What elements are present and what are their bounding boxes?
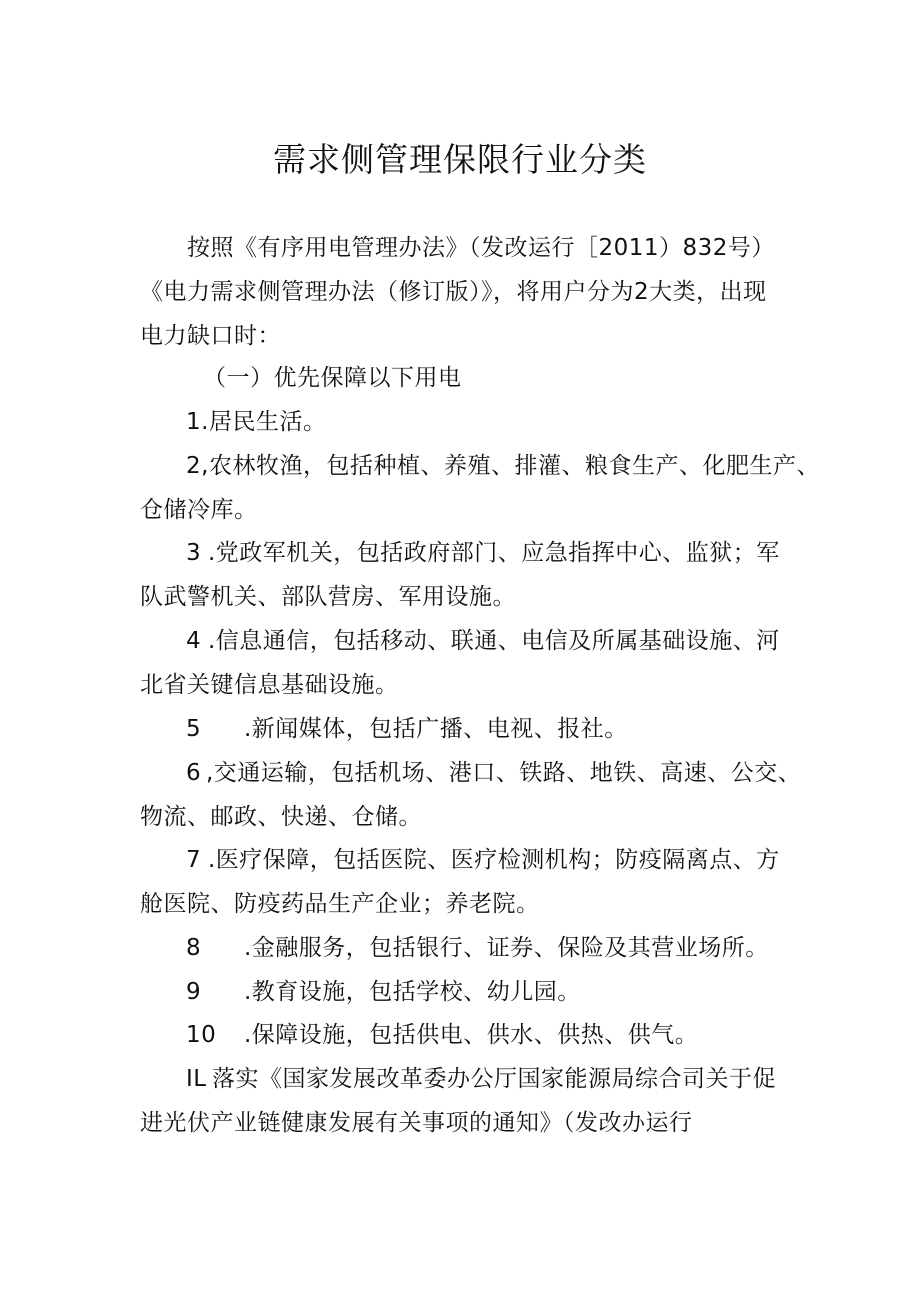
list-item (186, 931, 769, 965)
item-text: .党政军机关，包括政府部门、应急指挥中心、监狱；军 (208, 540, 780, 566)
item-number: IL (186, 1066, 207, 1092)
item-number: 1. (186, 409, 209, 435)
item-text: .医疗保障，包括医院、医疗检测机构；防疫隔离点、方 (208, 847, 780, 873)
list-item-continuation: 仓储冷库。 (140, 497, 258, 523)
intro-line-2: 《电力需求侧管理办法（修订版）》，将用户分为2大类，出现 (140, 279, 767, 305)
item-number: 8 (186, 935, 202, 961)
list-item-continuation: 进光伏产业链健康发展有关事项的通知》（发改办运行 (140, 1110, 693, 1136)
intro-line-3: 电力缺口时： (140, 323, 281, 349)
list-item (186, 624, 780, 658)
list-item-continuation: 队武警机关、部队营房、军用设施。 (140, 584, 516, 610)
list-item-continuation: 物流、邮政、快递、仓储。 (140, 804, 422, 830)
item-text: ,交通运输，包括机场、港口、铁路、地铁、高速、公交、 (206, 760, 802, 786)
list-item (186, 1062, 776, 1096)
list-item (186, 756, 801, 790)
item-number: 10 (186, 1022, 217, 1048)
list-item-continuation: 北省关键信息基础设施。 (140, 672, 399, 698)
item-text: 落实《国家发展改革委办公厅国家能源局综合司关于促 (212, 1066, 776, 1092)
list-item (186, 405, 326, 439)
section-heading: （一）优先保障以下用电 (203, 365, 462, 391)
intro-line-1: 按照《有序用电管理办法》（发改运行［2011）832号） (187, 235, 775, 261)
item-number: 3 (186, 540, 202, 566)
item-text: .新闻媒体，包括广播、电视、报社。 (244, 716, 628, 742)
list-item (186, 536, 780, 570)
item-text: .信息通信，包括移动、联通、电信及所属基础设施、河 (208, 628, 780, 654)
list-item (186, 449, 820, 483)
item-number: 2, (186, 453, 209, 479)
list-item (186, 975, 581, 1009)
list-item (186, 712, 628, 746)
list-item (186, 1018, 698, 1052)
item-text: 农林牧渔，包括种植、养殖、排灌、粮食生产、化肥生产、 (208, 453, 820, 479)
list-item (186, 843, 780, 877)
item-number: 5 (186, 716, 202, 742)
item-text: 居民生活。 (208, 409, 327, 435)
page-title: 需求侧管理保限行业分类 (273, 140, 647, 179)
item-number: 4 (186, 628, 202, 654)
item-text: .金融服务，包括银行、证券、保险及其营业场所。 (244, 935, 769, 961)
item-text: .教育设施，包括学校、幼儿园。 (244, 979, 581, 1005)
item-number: 7 (186, 847, 202, 873)
item-number: 6 (186, 760, 202, 786)
item-number: 9 (186, 979, 202, 1005)
list-item-continuation: 舱医院、防疫药品生产企业；养老院。 (140, 891, 540, 917)
item-text: .保障设施，包括供电、供水、供热、供气。 (244, 1022, 699, 1048)
